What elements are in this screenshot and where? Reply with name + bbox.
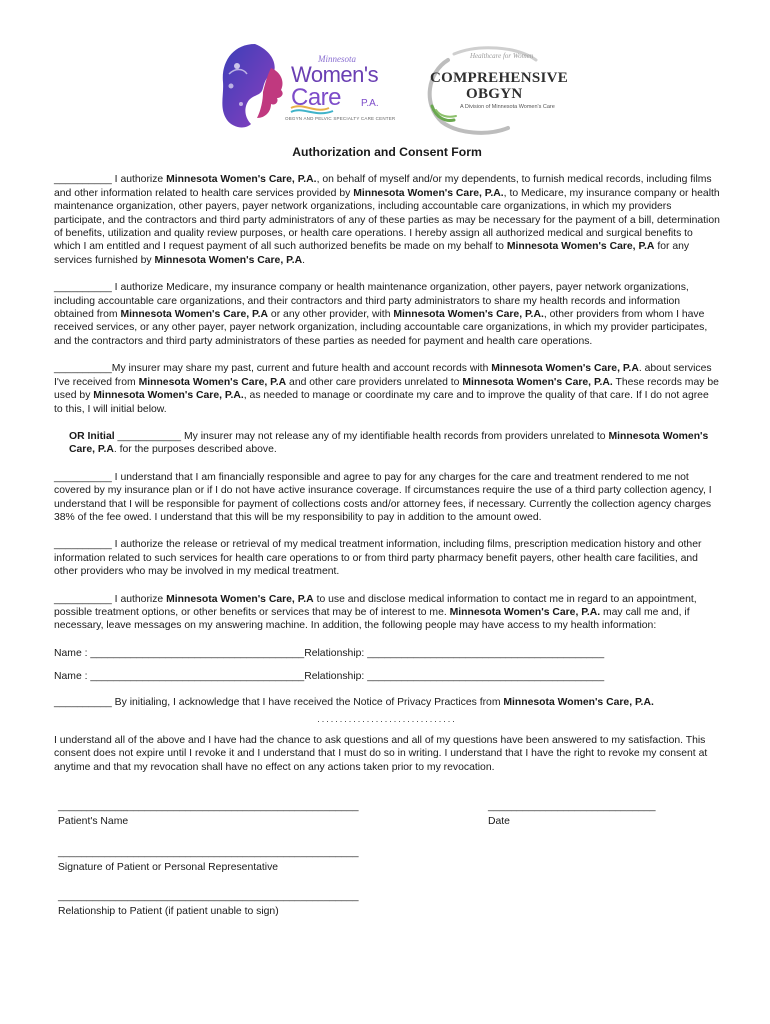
wave-lines-icon — [289, 102, 349, 116]
header-logos — [0, 38, 770, 138]
initial-blank[interactable]: __________ — [54, 363, 112, 375]
name-field-1[interactable]: _____________________________________ — [90, 647, 305, 659]
logo-text-pa: P.A. — [361, 98, 379, 109]
logo-text-minnesota: Minnesota — [318, 54, 356, 64]
logo-cob-tagline: Healthcare for Women — [470, 52, 534, 60]
logo-cob-comprehensive: COMPREHENSIVE — [430, 70, 569, 86]
or-initial-blank[interactable]: ___________ — [117, 430, 182, 442]
initial-blank[interactable]: __________ — [54, 593, 112, 605]
relationship-to-patient-label: Relationship to Patient (if patient unable to sign) — [58, 906, 279, 918]
paragraph-medicare-authorization: __________ I authorize Medicare, my insurance company or health maintenance organization, other payers, payer network organizations, including accountable care organizations, and their contractors and third party administrators to share my health records and information obtained from Minnesota Women's Care, P.A or any other provider, with Minnesota Women's Care, P.A., other providers from whom I have received services, or any other payer, payer network organization, including accountable care organizations, in which my provider participates, and the contractors and third party administrators of these parties as needed for payment and health care operations. — [54, 282, 708, 347]
or-initial-label: OR Initial — [69, 430, 115, 442]
logo-tagline: OBGYN AND PELVIC SPECIALTY CARE CENTER — [285, 116, 396, 121]
relationship-field-2[interactable]: _________________________________________ — [367, 671, 605, 683]
initial-blank[interactable]: __________ — [54, 471, 112, 483]
paragraph-records-authorization: __________ I authorize Minnesota Women's Care, P.A., on behalf of myself and/or my dependents, to furnish medical records, including films and other information related to health care services provided by Minnesota Women's Care, P.A., to Medicare, my insurance company or health maintenance organization, other payers, payer network organizations, including accountable care organizations, in which my providers participate, and the contractors and third party administrators of any of these parties as may be necessary for the payment of a bill, determination of benefits, utilization and quality review purposes, or health care operations. I hereby assign all authorized medical and surgical benefits to which I am entitled and I request payment of all such authorized benefits be made on my behalf to Minnesota Women's Care, P.A for any services furnished by Minnesota Women's Care, P.A. — [54, 174, 720, 266]
initial-blank[interactable]: __________ — [54, 282, 112, 294]
initial-blank[interactable]: __________ — [54, 696, 112, 708]
paragraph-contact-authorization: __________ I authorize Minnesota Women's Care, P.A to use and disclose medical information to contact me in regard to an appointment, possible treatment options, or other benefits or services that may be of interest to me. Minnesota Women's Care, P.A. may call me and, if necessary, leave messages on my answering machine. In addition, the following people may have access to my health information: — [54, 593, 697, 632]
relationship-to-patient-line[interactable]: ____________________________________________________ — [58, 891, 359, 903]
paragraph-privacy-ack: __________ By initialing, I acknowledge that I have received the Notice of Privacy Practices from Minnesota Women's Care, P.A. — [54, 696, 654, 708]
initial-blank[interactable]: __________ — [54, 539, 112, 551]
paragraph-release-retrieval: __________ I authorize the release or retrieval of my medical treatment information, including films, prescription medication history and other information related to such services for health care operations to or from third party pharmacy benefit payers, other health care facilities, and other providers who may be involved in my medical treatment. — [54, 539, 702, 578]
signature-label: Signature of Patient or Personal Representative — [58, 862, 279, 874]
access-person-row-2: Name : _____________________________________Relationship: _________________________________________ — [54, 671, 605, 683]
logo-text-womens: Women's — [291, 62, 379, 87]
paragraph-insurer-sharing: __________My insurer may share my past, current and future health and account records with Minnesota Women's Care, P.A. about services I've received from Minnesota Women's Care, P.A and other care providers unrelated to Minnesota Women's Care, P.A. These records may be used by Minnesota Women's Care, P.A., as needed to manage or coordinate my care and to improve the quality of that care. If I do not agree to this, I will initial below. — [54, 363, 719, 415]
logo-cob-subtitle: A Division of Minnesota Women's Care — [460, 104, 555, 110]
date-label: Date — [488, 816, 510, 828]
relationship-field-1[interactable]: _________________________________________ — [367, 647, 605, 659]
name-field-2[interactable]: _____________________________________ — [90, 671, 305, 683]
minnesota-womens-care-logo — [215, 38, 405, 134]
comprehensive-obgyn-logo — [418, 46, 569, 136]
woman-profile-icon — [215, 38, 295, 134]
logo-cob-obgyn: OBGYN — [466, 86, 523, 102]
patient-name-line[interactable]: ____________________________________________________ — [58, 801, 359, 813]
paragraph-financial-responsibility: __________ I understand that I am financially responsible and agree to pay for any charges for the care and treatment rendered to me not covered by my insurance plan or if I do not have active insurance coverage. If circumstances require the use of a third party collection agency, I understand that I will be responsible for payment of collections costs and/or attorney fees, if necessary. Currently the collection agency charges 38% of the fee owed. I understand that this will be my responsibility to pay in addition to the amount owed. — [54, 471, 712, 523]
access-person-row-1: Name : _____________________________________Relationship: _________________________________________ — [54, 647, 605, 659]
logo-text-care: Care — [291, 84, 342, 111]
form-title: Authorization and Consent Form — [292, 145, 482, 159]
dotted-separator: ............................... — [317, 714, 457, 724]
signature-line[interactable]: ____________________________________________________ — [58, 847, 359, 859]
patient-name-label: Patient's Name — [58, 816, 129, 828]
initial-blank[interactable]: __________ — [54, 174, 112, 186]
signature-block — [54, 800, 720, 940]
paragraph-final-consent: I understand all of the above and I have had the chance to ask questions and all of my questions have been answered to my satisfaction. This consent does not expire until I revoke it and I understand that I must do so in writing. I understand that I have the right to revoke my consent at anytime and that my revocation shall have no effect on any actions taken prior to my revocation. — [54, 735, 708, 773]
consent-form — [54, 146, 720, 940]
paragraph-or-initial: OR Initial ___________ My insurer may not release any of my identifiable health records from providers unrelated to Minnesota Women's Care, P.A. for the purposes described above. — [69, 430, 709, 456]
date-line[interactable]: _____________________________ — [488, 801, 656, 813]
